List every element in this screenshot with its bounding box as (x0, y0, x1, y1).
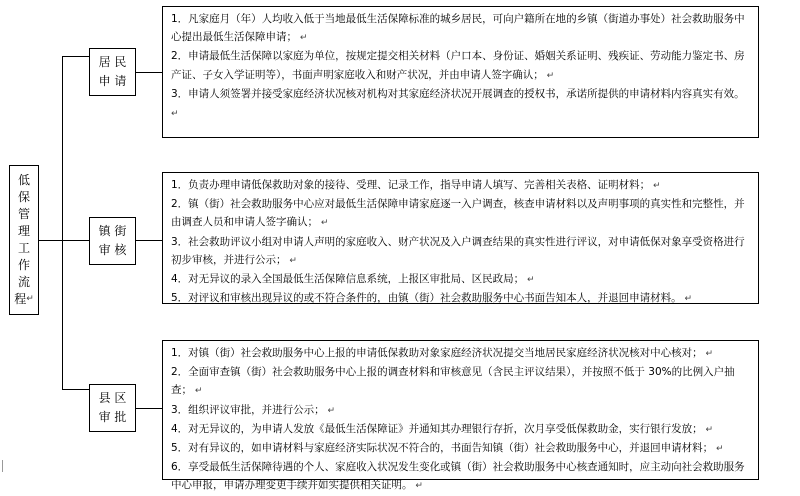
connector-stage-2-to-detail (135, 240, 162, 241)
root-char-7: 流 (17, 275, 30, 289)
root-char-6: 作 (17, 258, 30, 272)
root-char-1: 低 (17, 173, 30, 187)
connector-to-stage-2 (62, 240, 90, 241)
stage-2-item-3: 3．社会救助评议小组对申请人声明的家庭收入、财产状况及入户调查结果的真实性进行评议，对申请低保对象享受资格进行初步审核，并进行公示； ↵ (171, 235, 745, 266)
root-char-4: 理 (17, 224, 30, 238)
paragraph-mark: ↵ (286, 255, 297, 266)
root-char-2: 保 (17, 190, 30, 204)
paragraph-mark: ↵ (713, 444, 724, 455)
paragraph-mark: ↵ (412, 481, 423, 492)
stage-1-title-line2: 申 请 (98, 74, 127, 88)
connector-to-stage-3 (62, 389, 90, 390)
stage-3-title-line2: 审 批 (98, 410, 127, 424)
stage-node-county-district-approval (89, 384, 136, 432)
stage-3-item-5: 5．对有异议的，如申请材料与家庭经济实际状况不符合的，书面告知镇（街）社会救助服务中心，并退回申请材料； ↵ (171, 442, 724, 455)
connector-trunk (62, 56, 63, 389)
paragraph-mark: ↵ (297, 33, 308, 44)
paragraph-mark: ↵ (171, 109, 179, 120)
paragraph-mark: ↵ (192, 386, 203, 397)
stage-1-item-2: 2．申请最低生活保障以家庭为单位，按规定提交相关材料（户口本、身份证、婚姻关系证明、残疾证、劳动能力鉴定书、房产证、子女入学证明等），书面声明家庭收入和财产状况，并由申请人签字确认； ↵ (171, 50, 745, 81)
stage-1-item-1: 1．凡家庭月（年）人均收入低于当地最低生活保障标准的城乡居民，可向户籍所在地的乡镇（街道办事处）社会救助服务中心提出最低生活保障申请； ↵ (171, 13, 745, 44)
connector-stage-1-to-detail (135, 72, 162, 73)
root-char-5: 工 (17, 241, 30, 255)
root-node-low-income-management-process (9, 165, 39, 315)
paragraph-mark: ↵ (318, 218, 329, 229)
stage-3-item-2: 2．全面审查镇（街）社会救助服务中心上报的调查材料和审核意见（含民主评议结果），并按照不低于 30%的比例入户抽查； ↵ (171, 366, 735, 397)
connector-stage-3-to-detail (135, 408, 162, 409)
stage-3-item-3: 3．组织评议审批，并进行公示； ↵ (171, 403, 336, 416)
detail-box-resident-application (162, 6, 759, 138)
stage-1-title-line1: 居 民 (98, 55, 127, 69)
paragraph-mark: ↵ (702, 424, 714, 435)
root-char-3: 管 (17, 207, 30, 221)
paragraph-mark: ↵ (324, 405, 336, 416)
paragraph-mark: ↵ (543, 70, 555, 81)
paragraph-mark: ↵ (702, 349, 714, 359)
connector-to-stage-1 (62, 56, 90, 57)
stage-2-item-1: 1．负责办理申请低保救助对象的接待、受理、记录工作，指导申请人填写、完善相关表格、证明材料； ↵ (171, 179, 661, 191)
stage-node-resident-application (89, 48, 136, 96)
root-char-8: 程 (14, 292, 27, 306)
paragraph-mark: ↵ (650, 181, 661, 191)
connector-root-to-trunk (38, 240, 63, 241)
stage-2-item-5: 5．对评议和审核出现异议的或不符合条件的，由镇（街）社会救助服务中心书面告知本人，并退回申请材料。 ↵ (171, 292, 693, 305)
stage-2-item-4: 4．对无异议的录入全国最低生活保障信息系统，上报区审批局、区民政局； ↵ (171, 273, 535, 286)
page-corner-mark (2, 460, 9, 472)
stage-3-item-4: 4．对无异议的，为申请人发放《最低生活保障证》并通知其办理银行存折，次月享受低保救助金，实行银行发放； ↵ (171, 422, 714, 435)
stage-2-item-2: 2．镇（街）社会救助服务中心应对最低生活保障申请家庭逐一入户调查，核查申请材料以及声明事项的真实性和完整性，并由调查人员和申请人签字确认； ↵ (171, 198, 745, 229)
stage-1-item-3: 3．申请人须签署并接受家庭经济状况核对机构对其家庭经济状况开展调查的授权书，承诺所提供的申请材料内容真实有效。 ↵ (171, 87, 745, 120)
paragraph-mark: ↵ (524, 275, 535, 286)
detail-box-county-district-approval (162, 340, 759, 492)
root-paragraph-mark: ↵ (26, 294, 34, 304)
paragraph-mark: ↵ (681, 294, 693, 305)
stage-3-item-1: 1．对镇（街）社会救助服务中心上报的申请低保救助对象家庭经济状况提交当地居民家庭经济状况核对中心核对； ↵ (171, 347, 714, 359)
detail-box-town-street-review (162, 172, 759, 304)
stage-2-title-line1: 镇 街 (98, 224, 127, 238)
stage-3-title-line1: 县 区 (98, 391, 127, 405)
stage-node-town-street-review (89, 217, 136, 265)
stage-3-item-6: 6．享受最低生活保障待遇的个人、家庭收入状况发生变化或镇（街）社会救助服务中心核查通知时，应主动向社会救助服务中心申报，申请办理变更手续并如实提供相关证明。 ↵ (171, 461, 745, 492)
stage-2-title-line2: 审 核 (98, 243, 127, 257)
